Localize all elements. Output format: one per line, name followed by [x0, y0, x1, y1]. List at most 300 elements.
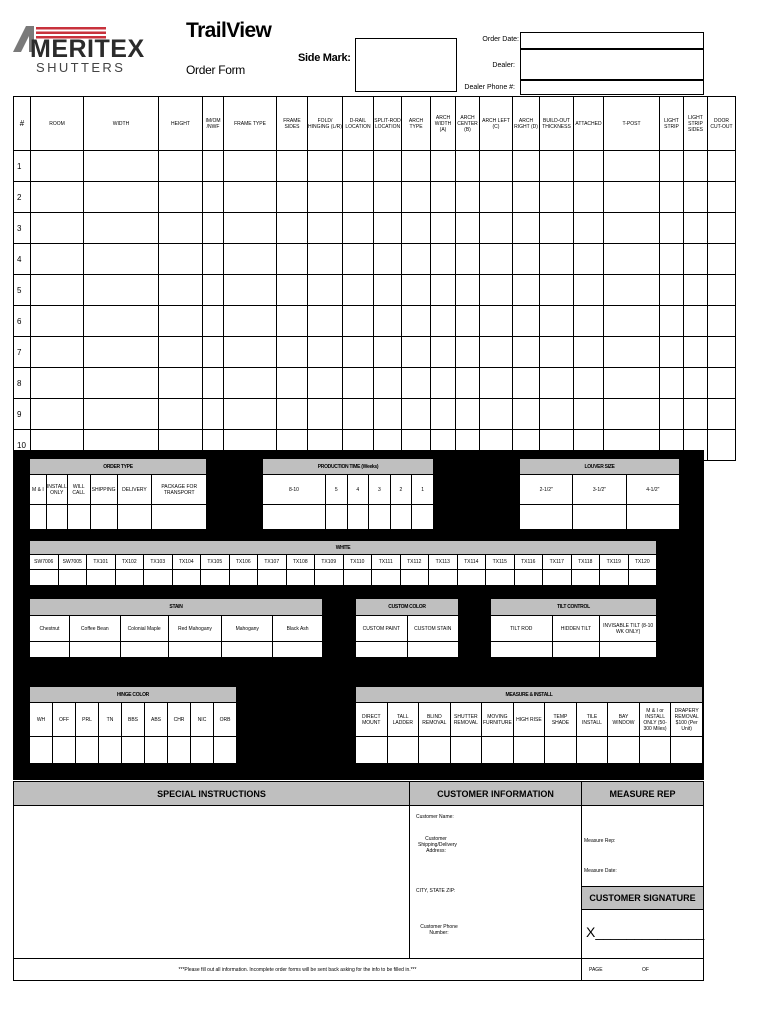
grid-input-cell[interactable] — [308, 306, 343, 337]
grid-input-cell[interactable] — [684, 151, 708, 182]
grid-input-cell[interactable] — [402, 213, 431, 244]
custom-color-option-input[interactable] — [356, 642, 408, 658]
white-option-input[interactable] — [115, 570, 144, 586]
grid-input-cell[interactable] — [574, 306, 604, 337]
grid-input-cell[interactable] — [480, 213, 513, 244]
louver-size-option-input[interactable] — [626, 505, 679, 530]
grid-input-cell[interactable] — [31, 399, 84, 430]
grid-input-cell[interactable] — [708, 399, 736, 430]
grid-input-cell[interactable] — [374, 306, 402, 337]
grid-input-cell[interactable] — [277, 399, 308, 430]
grid-input-cell[interactable] — [159, 182, 203, 213]
grid-input-cell[interactable] — [660, 213, 684, 244]
white-option-input[interactable] — [514, 570, 543, 586]
hinge-color-option-input[interactable] — [76, 737, 99, 764]
special-instructions-field[interactable] — [14, 806, 410, 958]
side-mark-field[interactable] — [355, 38, 457, 92]
stain-option-input[interactable] — [120, 642, 168, 658]
hinge-color-option-input[interactable] — [99, 737, 122, 764]
production-time-option-input[interactable] — [412, 505, 434, 530]
grid-input-cell[interactable] — [684, 337, 708, 368]
grid-input-cell[interactable] — [684, 306, 708, 337]
white-option-input[interactable] — [543, 570, 572, 586]
grid-input-cell[interactable] — [374, 275, 402, 306]
tilt-control-option-input[interactable] — [491, 642, 553, 658]
grid-input-cell[interactable] — [31, 337, 84, 368]
stain-title: STAIN — [30, 599, 323, 616]
hinge-color-option-input[interactable] — [168, 737, 191, 764]
hinge-color-option-label: NIC — [191, 703, 214, 737]
white-option-input[interactable] — [400, 570, 429, 586]
grid-input-cell[interactable] — [84, 151, 159, 182]
grid-header-cell: ATTACHED — [574, 97, 604, 151]
grid-input-cell[interactable] — [574, 399, 604, 430]
grid-input-cell[interactable] — [308, 244, 343, 275]
measure-install-option-input[interactable] — [513, 737, 545, 764]
grid-input-cell[interactable] — [224, 399, 277, 430]
grid-input-cell[interactable] — [343, 275, 374, 306]
louver-size-option-input[interactable] — [520, 505, 573, 530]
stain-option-input[interactable] — [168, 642, 222, 658]
hinge-color-option-input[interactable] — [122, 737, 145, 764]
grid-input-cell[interactable] — [203, 151, 224, 182]
customer-info-title: CUSTOMER INFORMATION — [410, 782, 582, 806]
grid-input-cell[interactable] — [480, 182, 513, 213]
production-time-option-input[interactable] — [369, 505, 391, 530]
grid-input-cell[interactable] — [402, 399, 431, 430]
grid-input-cell[interactable] — [604, 337, 660, 368]
white-option-input[interactable] — [286, 570, 315, 586]
grid-input-cell[interactable] — [708, 430, 736, 461]
grid-input-cell[interactable] — [660, 306, 684, 337]
grid-input-cell[interactable] — [224, 275, 277, 306]
grid-input-cell[interactable] — [277, 244, 308, 275]
grid-input-cell[interactable] — [480, 399, 513, 430]
white-option-input[interactable] — [58, 570, 87, 586]
tilt-control-option-input[interactable] — [600, 642, 657, 658]
grid-input-cell[interactable] — [540, 213, 574, 244]
grid-input-cell[interactable] — [456, 337, 480, 368]
grid-input-cell[interactable] — [84, 368, 159, 399]
grid-input-cell[interactable] — [402, 368, 431, 399]
measure-install-option-label: DIRECT MOUNT — [356, 703, 388, 737]
production-time-option-input[interactable] — [347, 505, 369, 530]
custom-color-labels — [356, 616, 459, 642]
grid-input-cell[interactable] — [574, 337, 604, 368]
grid-input-cell[interactable] — [343, 213, 374, 244]
grid-input-cell[interactable] — [604, 244, 660, 275]
order-type-option-input[interactable] — [46, 505, 67, 530]
grid-input-cell[interactable] — [684, 213, 708, 244]
grid-input-cell[interactable] — [374, 399, 402, 430]
grid-row — [14, 368, 736, 399]
grid-header-cell: LIGHT STRIP SIDES — [684, 97, 708, 151]
grid-input-cell[interactable] — [480, 244, 513, 275]
grid-input-cell[interactable] — [224, 337, 277, 368]
grid-input-cell[interactable] — [604, 306, 660, 337]
production-time-option-input[interactable] — [390, 505, 412, 530]
grid-input-cell[interactable] — [203, 275, 224, 306]
grid-input-cell[interactable] — [277, 275, 308, 306]
measure-install-option-input[interactable] — [576, 737, 608, 764]
custom-color-values — [356, 642, 459, 658]
grid-input-cell[interactable] — [224, 182, 277, 213]
stain-option-input[interactable] — [273, 642, 323, 658]
stain-option-input[interactable] — [30, 642, 70, 658]
grid-input-cell[interactable] — [84, 399, 159, 430]
grid-input-cell[interactable] — [540, 399, 574, 430]
grid-input-cell[interactable] — [574, 182, 604, 213]
grid-input-cell[interactable] — [159, 306, 203, 337]
grid-input-cell[interactable] — [456, 275, 480, 306]
grid-input-cell[interactable] — [660, 399, 684, 430]
grid-input-cell[interactable] — [431, 182, 456, 213]
grid-input-cell[interactable] — [604, 213, 660, 244]
grid-input-cell[interactable] — [308, 337, 343, 368]
grid-input-cell[interactable] — [343, 151, 374, 182]
grid-input-cell[interactable] — [574, 275, 604, 306]
grid-input-cell[interactable] — [374, 213, 402, 244]
grid-input-cell[interactable] — [684, 368, 708, 399]
measure-install-option-input[interactable] — [671, 737, 703, 764]
customer-info-panel — [410, 806, 582, 958]
grid-input-cell[interactable] — [203, 368, 224, 399]
grid-input-cell[interactable] — [343, 244, 374, 275]
measure-install-option-input[interactable] — [639, 737, 671, 764]
grid-input-cell[interactable] — [708, 368, 736, 399]
grid-input-cell[interactable] — [224, 244, 277, 275]
grid-input-cell[interactable] — [513, 182, 540, 213]
grid-input-cell[interactable] — [574, 213, 604, 244]
grid-input-cell[interactable] — [456, 151, 480, 182]
production-time-option-input[interactable] — [325, 505, 347, 530]
grid-input-cell[interactable] — [84, 275, 159, 306]
grid-input-cell[interactable] — [431, 244, 456, 275]
grid-input-cell[interactable] — [308, 151, 343, 182]
grid-input-cell[interactable] — [203, 306, 224, 337]
grid-input-cell[interactable] — [604, 368, 660, 399]
grid-input-cell[interactable] — [513, 306, 540, 337]
grid-input-cell[interactable] — [480, 275, 513, 306]
grid-input-cell[interactable] — [374, 182, 402, 213]
hinge-color-option-input[interactable] — [145, 737, 168, 764]
grid-input-cell[interactable] — [708, 213, 736, 244]
white-option-input[interactable] — [258, 570, 287, 586]
white-option-input[interactable] — [372, 570, 401, 586]
grid-input-cell[interactable] — [431, 213, 456, 244]
grid-input-cell[interactable] — [159, 151, 203, 182]
measure-install-option-input[interactable] — [608, 737, 640, 764]
grid-input-cell[interactable] — [684, 275, 708, 306]
grid-input-cell[interactable] — [374, 368, 402, 399]
white-option-input[interactable] — [144, 570, 173, 586]
white-option-input[interactable] — [628, 570, 657, 586]
grid-input-cell[interactable] — [277, 368, 308, 399]
grid-input-cell[interactable] — [480, 337, 513, 368]
order-date-field[interactable] — [520, 32, 704, 49]
grid-input-cell[interactable] — [708, 182, 736, 213]
grid-input-cell[interactable] — [31, 182, 84, 213]
hinge-color-option-input[interactable] — [53, 737, 76, 764]
grid-input-cell[interactable] — [31, 213, 84, 244]
measure-install-option-input[interactable] — [419, 737, 451, 764]
grid-input-cell[interactable] — [308, 275, 343, 306]
white-option-label: SW7006 — [30, 555, 59, 570]
order-type-values — [30, 505, 207, 530]
logo-subtitle: SHUTTERS — [36, 60, 126, 75]
custom-color-title: CUSTOM COLOR — [356, 599, 459, 616]
grid-input-cell[interactable] — [604, 275, 660, 306]
white-title: WHITE — [30, 541, 657, 555]
production-time-option-label: 2 — [390, 475, 412, 505]
tilt-control-option-input[interactable] — [552, 642, 600, 658]
grid-input-cell[interactable] — [277, 182, 308, 213]
grid-input-cell[interactable] — [159, 213, 203, 244]
grid-input-cell[interactable] — [513, 213, 540, 244]
grid-input-cell[interactable] — [224, 213, 277, 244]
grid-input-cell[interactable] — [84, 306, 159, 337]
grid-input-cell[interactable] — [343, 368, 374, 399]
grid-input-cell[interactable] — [402, 151, 431, 182]
grid-input-cell[interactable] — [660, 337, 684, 368]
grid-input-cell[interactable] — [277, 151, 308, 182]
grid-input-cell[interactable] — [540, 151, 574, 182]
grid-input-cell[interactable] — [31, 368, 84, 399]
grid-input-cell[interactable] — [431, 399, 456, 430]
grid-input-cell[interactable] — [84, 182, 159, 213]
grid-input-cell[interactable] — [431, 337, 456, 368]
grid-input-cell[interactable] — [402, 275, 431, 306]
grid-input-cell[interactable] — [374, 151, 402, 182]
production-time-option-label: 4 — [347, 475, 369, 505]
grid-input-cell[interactable] — [480, 368, 513, 399]
grid-input-cell[interactable] — [684, 399, 708, 430]
grid-input-cell[interactable] — [159, 368, 203, 399]
customer-signature-line[interactable]: X______________ — [586, 924, 705, 940]
grid-input-cell[interactable] — [402, 337, 431, 368]
stain-option-input[interactable] — [69, 642, 120, 658]
grid-input-cell[interactable] — [574, 151, 604, 182]
grid-input-cell[interactable] — [684, 182, 708, 213]
production-time-table — [262, 458, 434, 530]
grid-input-cell[interactable] — [540, 182, 574, 213]
grid-input-cell[interactable] — [431, 306, 456, 337]
grid-input-cell[interactable] — [308, 399, 343, 430]
grid-input-cell[interactable] — [31, 151, 84, 182]
grid-input-cell[interactable] — [456, 182, 480, 213]
order-type-option-input[interactable] — [152, 505, 207, 530]
grid-input-cell[interactable] — [402, 182, 431, 213]
grid-input-cell[interactable] — [31, 275, 84, 306]
white-option-input[interactable] — [315, 570, 344, 586]
grid-input-cell[interactable] — [540, 275, 574, 306]
production-time-option-label: 8-10 — [263, 475, 326, 505]
grid-input-cell[interactable] — [159, 399, 203, 430]
production-time-option-input[interactable] — [263, 505, 326, 530]
grid-input-cell[interactable] — [159, 337, 203, 368]
grid-input-cell[interactable] — [604, 151, 660, 182]
grid-input-cell[interactable] — [431, 275, 456, 306]
dealer-field[interactable] — [520, 49, 704, 80]
white-option-label: TX118 — [571, 555, 600, 570]
grid-input-cell[interactable] — [203, 213, 224, 244]
grid-input-cell[interactable] — [374, 244, 402, 275]
measure-install-option-label: DRAPERY REMOVAL $100 (Per Unit) — [671, 703, 703, 737]
grid-input-cell[interactable] — [660, 368, 684, 399]
grid-header-cell: ARCH TYPE — [402, 97, 431, 151]
stain-values — [30, 642, 323, 658]
grid-input-cell[interactable] — [343, 337, 374, 368]
white-option-label: TX108 — [286, 555, 315, 570]
grid-input-cell[interactable] — [513, 275, 540, 306]
grid-input-cell[interactable] — [224, 306, 277, 337]
grid-input-cell[interactable] — [660, 182, 684, 213]
measure-install-option-input[interactable] — [387, 737, 419, 764]
order-type-option-input[interactable] — [90, 505, 117, 530]
grid-input-cell[interactable] — [513, 368, 540, 399]
order-type-option-input[interactable] — [30, 505, 47, 530]
grid-input-cell[interactable] — [203, 182, 224, 213]
grid-input-cell[interactable] — [343, 399, 374, 430]
hinge-color-option-input[interactable] — [191, 737, 214, 764]
grid-input-cell[interactable] — [540, 306, 574, 337]
grid-header-cell: # — [14, 97, 31, 151]
white-option-input[interactable] — [229, 570, 258, 586]
grid-input-cell[interactable] — [343, 182, 374, 213]
grid-input-cell[interactable] — [31, 306, 84, 337]
stain-option-input[interactable] — [222, 642, 273, 658]
grid-input-cell[interactable] — [708, 244, 736, 275]
grid-input-cell[interactable] — [684, 244, 708, 275]
measure-date-label: Measure Date: — [584, 868, 617, 874]
grid-input-cell[interactable] — [540, 244, 574, 275]
grid-input-cell[interactable] — [456, 399, 480, 430]
grid-input-cell[interactable] — [224, 368, 277, 399]
grid-input-cell[interactable] — [203, 337, 224, 368]
grid-input-cell[interactable] — [708, 306, 736, 337]
grid-input-cell[interactable] — [540, 368, 574, 399]
grid-input-cell[interactable] — [374, 337, 402, 368]
measure-install-option-input[interactable] — [356, 737, 388, 764]
grid-input-cell[interactable] — [456, 368, 480, 399]
grid-input-cell[interactable] — [31, 244, 84, 275]
louver-size-option-input[interactable] — [573, 505, 626, 530]
grid-input-cell[interactable] — [308, 368, 343, 399]
grid-input-cell[interactable] — [574, 368, 604, 399]
grid-input-cell[interactable] — [480, 306, 513, 337]
grid-header-cell: T-POST — [604, 97, 660, 151]
measure-install-option-input[interactable] — [482, 737, 514, 764]
grid-input-cell[interactable] — [513, 151, 540, 182]
grid-input-cell[interactable] — [708, 275, 736, 306]
grid-input-cell[interactable] — [480, 151, 513, 182]
measure-install-option-input[interactable] — [545, 737, 577, 764]
footer-note: ***Please fill out all information. Incomplete order forms will be sent back asking for the info to be filled in.*** — [14, 959, 582, 981]
grid-input-cell[interactable] — [660, 151, 684, 182]
grid-input-cell[interactable] — [159, 244, 203, 275]
grid-input-cell[interactable] — [574, 244, 604, 275]
grid-input-cell[interactable] — [277, 337, 308, 368]
custom-color-option-input[interactable] — [407, 642, 459, 658]
tilt-control-title: TILT CONTROL — [491, 599, 657, 616]
measure-install-option-input[interactable] — [450, 737, 482, 764]
white-option-input[interactable] — [571, 570, 600, 586]
grid-input-cell[interactable] — [540, 337, 574, 368]
grid-input-cell[interactable] — [513, 337, 540, 368]
white-option-input[interactable] — [429, 570, 458, 586]
grid-input-cell[interactable] — [84, 213, 159, 244]
white-option-input[interactable] — [457, 570, 486, 586]
grid-header-cell: SPLIT-ROD LOCATION — [374, 97, 402, 151]
hinge-color-option-input[interactable] — [30, 737, 53, 764]
white-option-input[interactable] — [201, 570, 230, 586]
white-option-label: TX111 — [372, 555, 401, 570]
order-type-option-input[interactable] — [117, 505, 152, 530]
hinge-color-option-label: WH — [30, 703, 53, 737]
grid-input-cell[interactable] — [604, 182, 660, 213]
row-number: 8 — [14, 368, 31, 399]
measure-install-title: MEASURE & INSTALL — [356, 687, 703, 703]
grid-input-cell[interactable] — [203, 399, 224, 430]
grid-input-cell[interactable] — [431, 368, 456, 399]
stain-option-label: Chestnut — [30, 616, 70, 642]
grid-input-cell[interactable] — [308, 182, 343, 213]
grid-input-cell[interactable] — [308, 213, 343, 244]
white-option-input[interactable] — [87, 570, 116, 586]
white-option-input[interactable] — [30, 570, 59, 586]
order-type-option-input[interactable] — [67, 505, 90, 530]
hinge-color-option-input[interactable] — [214, 737, 237, 764]
measure-install-values — [356, 737, 703, 764]
white-labels — [30, 555, 657, 570]
grid-input-cell[interactable] — [343, 306, 374, 337]
grid-input-cell[interactable] — [203, 244, 224, 275]
grid-input-cell[interactable] — [277, 306, 308, 337]
grid-input-cell[interactable] — [159, 275, 203, 306]
white-option-input[interactable] — [600, 570, 629, 586]
grid-input-cell[interactable] — [456, 306, 480, 337]
row-number: 1 — [14, 151, 31, 182]
grid-input-cell[interactable] — [513, 399, 540, 430]
grid-input-cell[interactable] — [456, 213, 480, 244]
white-option-input[interactable] — [172, 570, 201, 586]
grid-input-cell[interactable] — [660, 275, 684, 306]
customer-phone-label: Customer Phone Number: — [420, 924, 458, 936]
grid-input-cell[interactable] — [708, 151, 736, 182]
white-option-input[interactable] — [343, 570, 372, 586]
grid-input-cell[interactable] — [431, 151, 456, 182]
production-time-values — [263, 505, 434, 530]
grid-input-cell[interactable] — [402, 306, 431, 337]
grid-input-cell[interactable] — [456, 244, 480, 275]
grid-input-cell[interactable] — [224, 151, 277, 182]
grid-header-cell: ARCH WIDTH (A) — [431, 97, 456, 151]
grid-input-cell[interactable] — [84, 337, 159, 368]
row-number: 5 — [14, 275, 31, 306]
dealer-phone-field[interactable] — [520, 80, 704, 95]
measure-install-option-label: SHUTTER REMOVAL — [450, 703, 482, 737]
grid-input-cell[interactable] — [402, 244, 431, 275]
grid-input-cell[interactable] — [660, 244, 684, 275]
grid-input-cell[interactable] — [708, 337, 736, 368]
grid-input-cell[interactable] — [277, 213, 308, 244]
grid-input-cell[interactable] — [604, 399, 660, 430]
custom-color-option-label: CUSTOM STAIN — [407, 616, 459, 642]
grid-input-cell[interactable] — [84, 244, 159, 275]
white-option-input[interactable] — [486, 570, 515, 586]
white-table — [29, 540, 657, 586]
grid-input-cell[interactable] — [513, 244, 540, 275]
